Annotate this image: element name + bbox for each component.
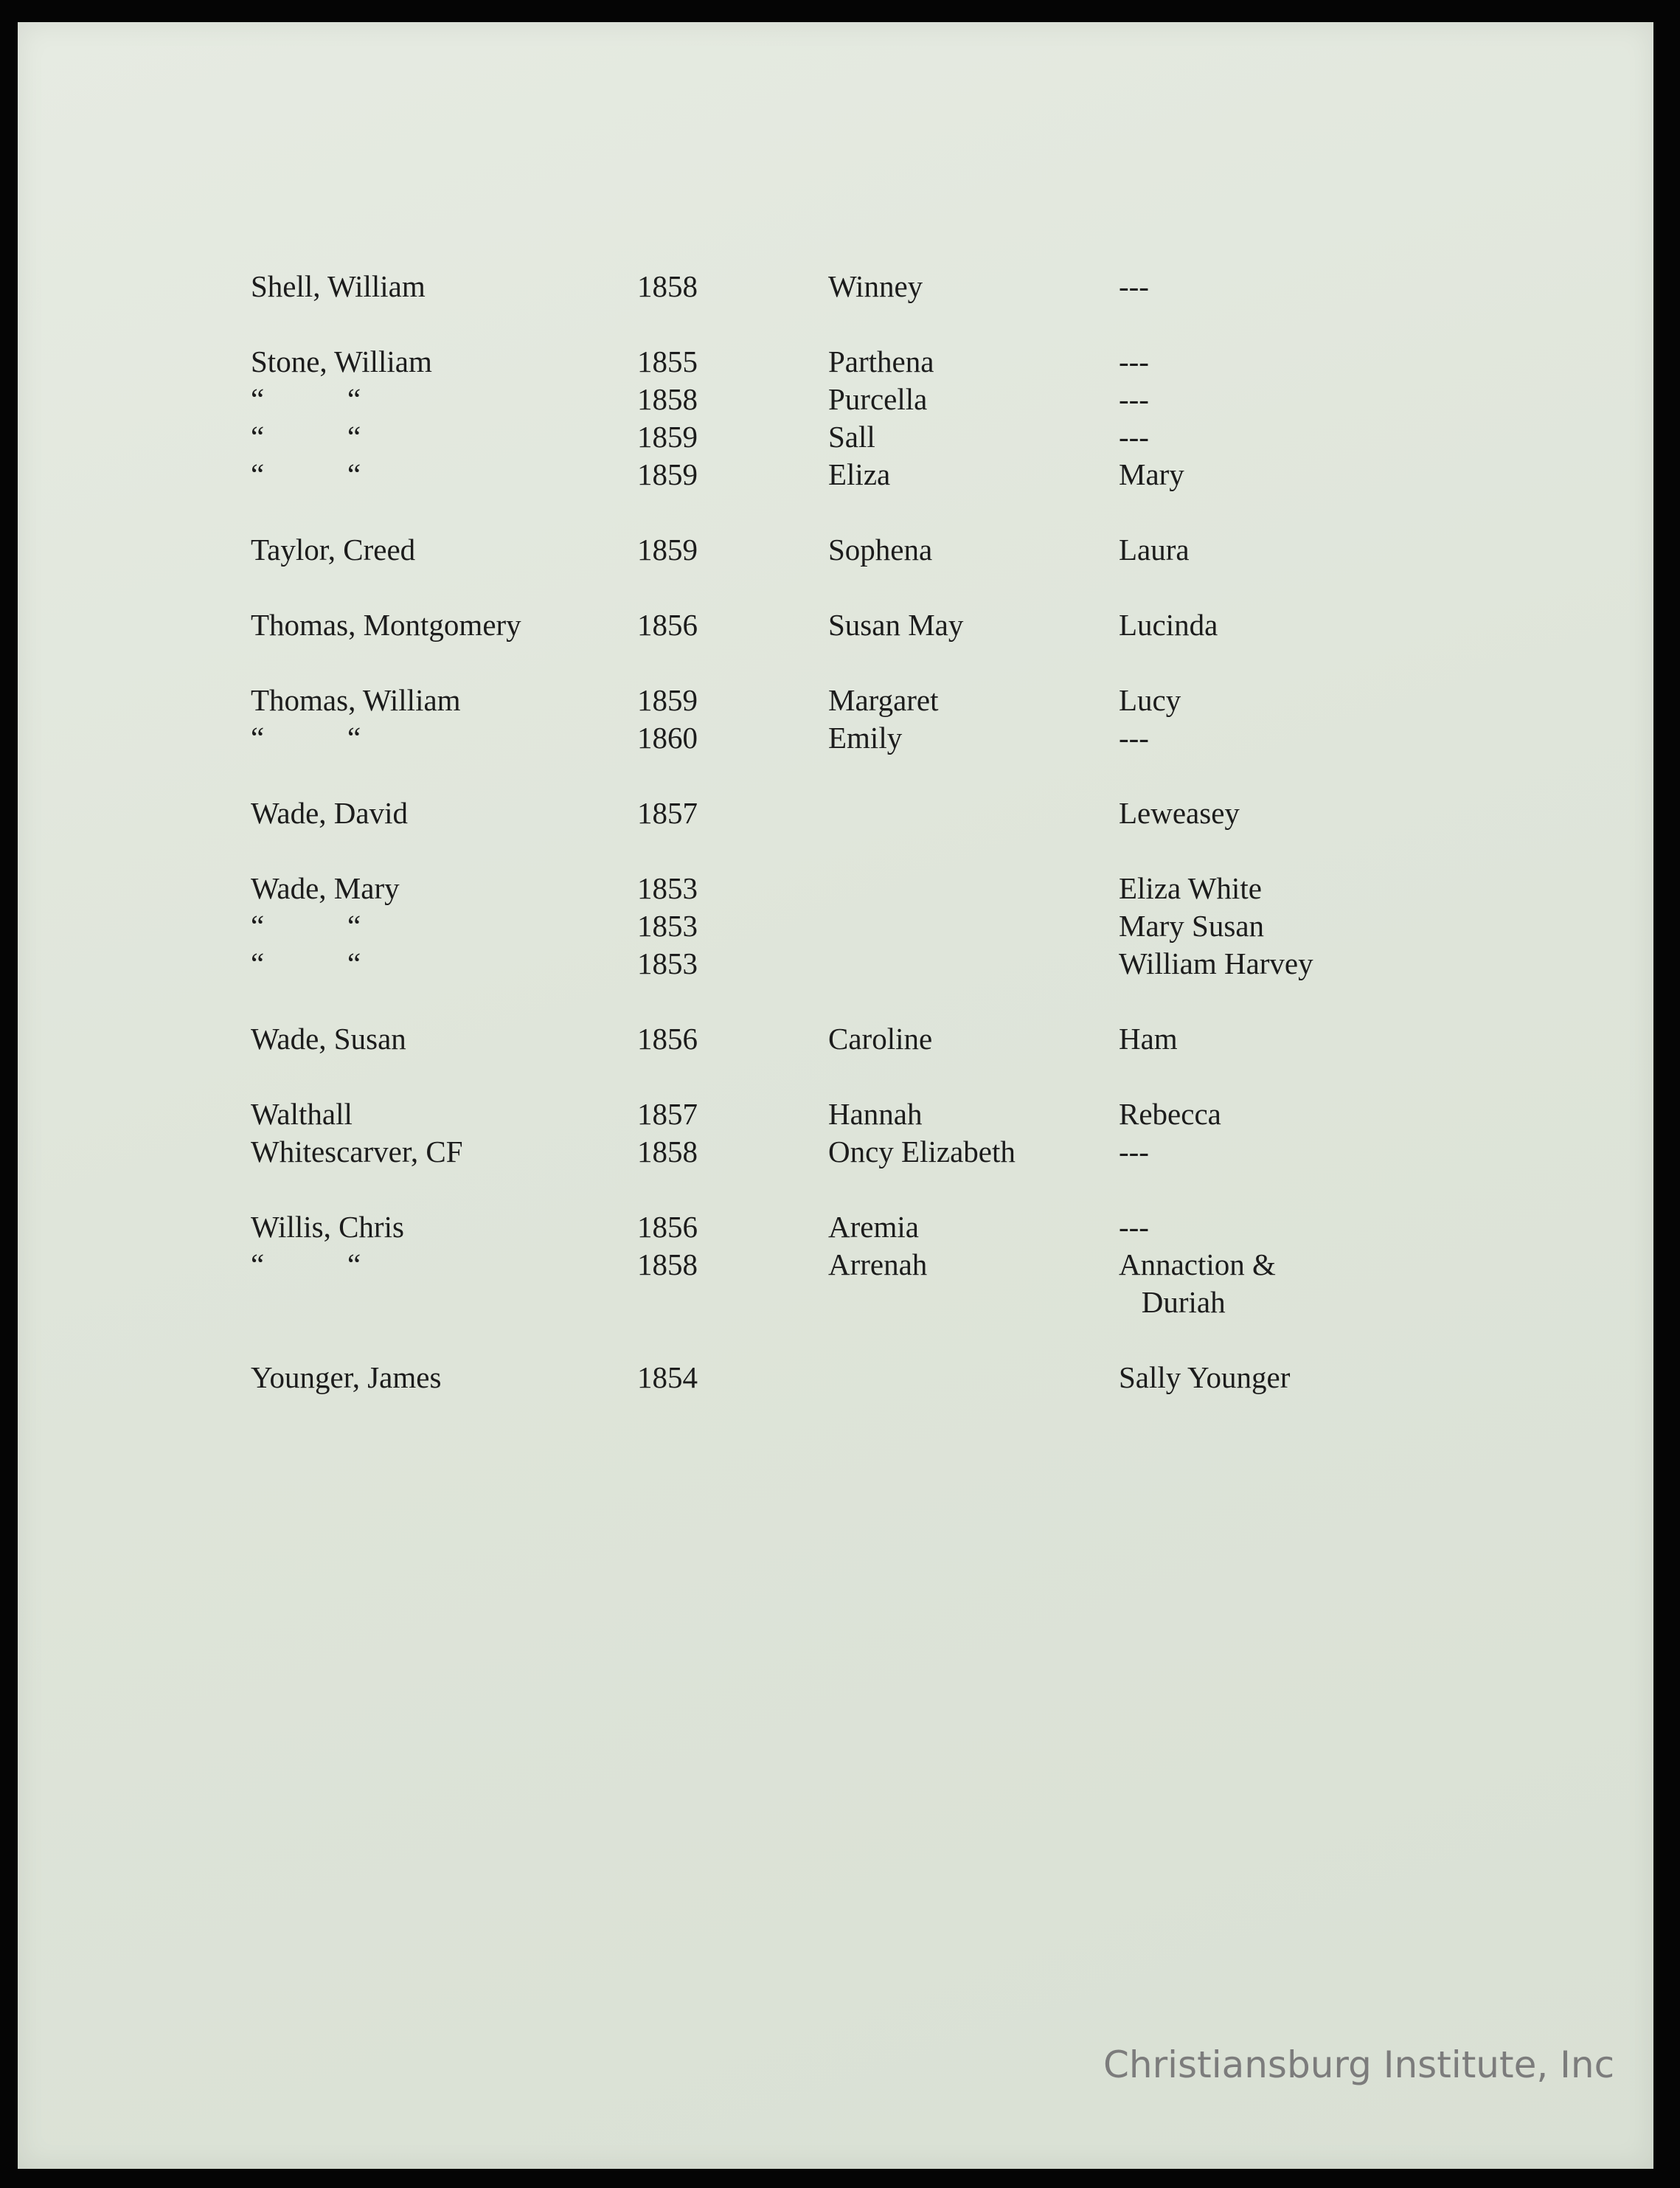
ditto-marks: “ “ [251, 457, 361, 491]
record-year: 1858 [637, 1135, 698, 1169]
record-year: 1858 [637, 1247, 698, 1281]
record-row [18, 794, 1653, 831]
record-row [18, 456, 1653, 493]
child-name: --- [1119, 382, 1149, 416]
mother-name: Winney [828, 269, 923, 303]
child-name: --- [1119, 721, 1149, 755]
record-row [18, 1246, 1653, 1283]
child-name: Mary Susan [1119, 909, 1265, 943]
record-year: 1856 [637, 608, 698, 642]
record-row [18, 418, 1653, 455]
owner-name: Wade, Mary [251, 871, 400, 905]
child-name: Lucy [1119, 683, 1181, 717]
record-row [18, 1095, 1653, 1132]
mother-name: Arrenah [828, 1247, 928, 1281]
ditto-marks: “ “ [251, 946, 361, 980]
record-year: 1859 [637, 683, 698, 717]
child-name: Sally Younger [1119, 1360, 1291, 1394]
record-row [18, 381, 1653, 418]
record-row [18, 945, 1653, 982]
record-year: 1856 [637, 1210, 698, 1244]
record-year: 1860 [637, 721, 698, 755]
record-year: 1858 [637, 269, 698, 303]
record-year: 1859 [637, 457, 698, 491]
mother-name: Eliza [828, 457, 891, 491]
record-year: 1853 [637, 871, 698, 905]
mother-name: Aremia [828, 1210, 919, 1244]
ditto-marks: “ “ [251, 382, 361, 416]
ditto-marks: “ “ [251, 721, 361, 755]
mother-name: Susan May [828, 608, 964, 642]
record-row [18, 1359, 1653, 1396]
ditto-marks: “ “ [251, 420, 361, 454]
owner-name: Whitescarver, CF [251, 1135, 463, 1169]
child-name: Duriah [1119, 1285, 1226, 1319]
record-year: 1859 [637, 533, 698, 567]
record-year: 1859 [637, 420, 698, 454]
record-row [18, 1133, 1653, 1170]
record-row-continuation [18, 1284, 1653, 1320]
record-year: 1854 [637, 1360, 698, 1394]
record-row [18, 606, 1653, 643]
mother-name: Hannah [828, 1097, 923, 1131]
owner-name: Younger, James [251, 1360, 442, 1394]
mother-name: Sall [828, 420, 875, 454]
child-name: --- [1119, 345, 1149, 378]
ditto-marks: “ “ [251, 1247, 361, 1281]
record-row [18, 1208, 1653, 1245]
owner-name: Taylor, Creed [251, 533, 416, 567]
child-name: Lucinda [1119, 608, 1218, 642]
mother-name: Caroline [828, 1022, 933, 1056]
child-name: Ham [1119, 1022, 1178, 1056]
child-name: Annaction & [1119, 1247, 1276, 1281]
owner-name: Walthall [251, 1097, 353, 1131]
mother-name: Parthena [828, 345, 934, 378]
owner-name: Thomas, William [251, 683, 461, 717]
mother-name: Margaret [828, 683, 939, 717]
owner-name: Wade, Susan [251, 1022, 406, 1056]
record-year: 1857 [637, 1097, 698, 1131]
child-name: Eliza White [1119, 871, 1262, 905]
child-name: --- [1119, 420, 1149, 454]
owner-name: Stone, William [251, 345, 432, 378]
child-name: Mary [1119, 457, 1184, 491]
record-year: 1856 [637, 1022, 698, 1056]
record-year: 1853 [637, 946, 698, 980]
record-row [18, 719, 1653, 756]
record-year: 1853 [637, 909, 698, 943]
record-year: 1858 [637, 382, 698, 416]
child-name: Leweasey [1119, 796, 1240, 830]
child-name: --- [1119, 1135, 1149, 1169]
mother-name: Oncy Elizabeth [828, 1135, 1016, 1169]
child-name: --- [1119, 269, 1149, 303]
record-year: 1855 [637, 345, 698, 378]
record-row [18, 907, 1653, 944]
owner-name: Wade, David [251, 796, 409, 830]
record-row [18, 870, 1653, 907]
record-row [18, 531, 1653, 568]
mother-name: Emily [828, 721, 903, 755]
record-row [18, 343, 1653, 380]
child-name: --- [1119, 1210, 1149, 1244]
record-year: 1857 [637, 796, 698, 830]
record-row [18, 1020, 1653, 1057]
ditto-marks: “ “ [251, 909, 361, 943]
mother-name: Sophena [828, 533, 933, 567]
child-name: Laura [1119, 533, 1190, 567]
document-page [18, 22, 1653, 2169]
watermark-text: Christiansburg Institute, Inc [1103, 2043, 1615, 2086]
owner-name: Willis, Chris [251, 1210, 404, 1244]
mother-name: Purcella [828, 382, 928, 416]
child-name: William Harvey [1119, 946, 1313, 980]
owner-name: Shell, William [251, 269, 426, 303]
record-row [18, 682, 1653, 719]
owner-name: Thomas, Montgomery [251, 608, 521, 642]
child-name: Rebecca [1119, 1097, 1221, 1131]
record-row [18, 268, 1653, 305]
